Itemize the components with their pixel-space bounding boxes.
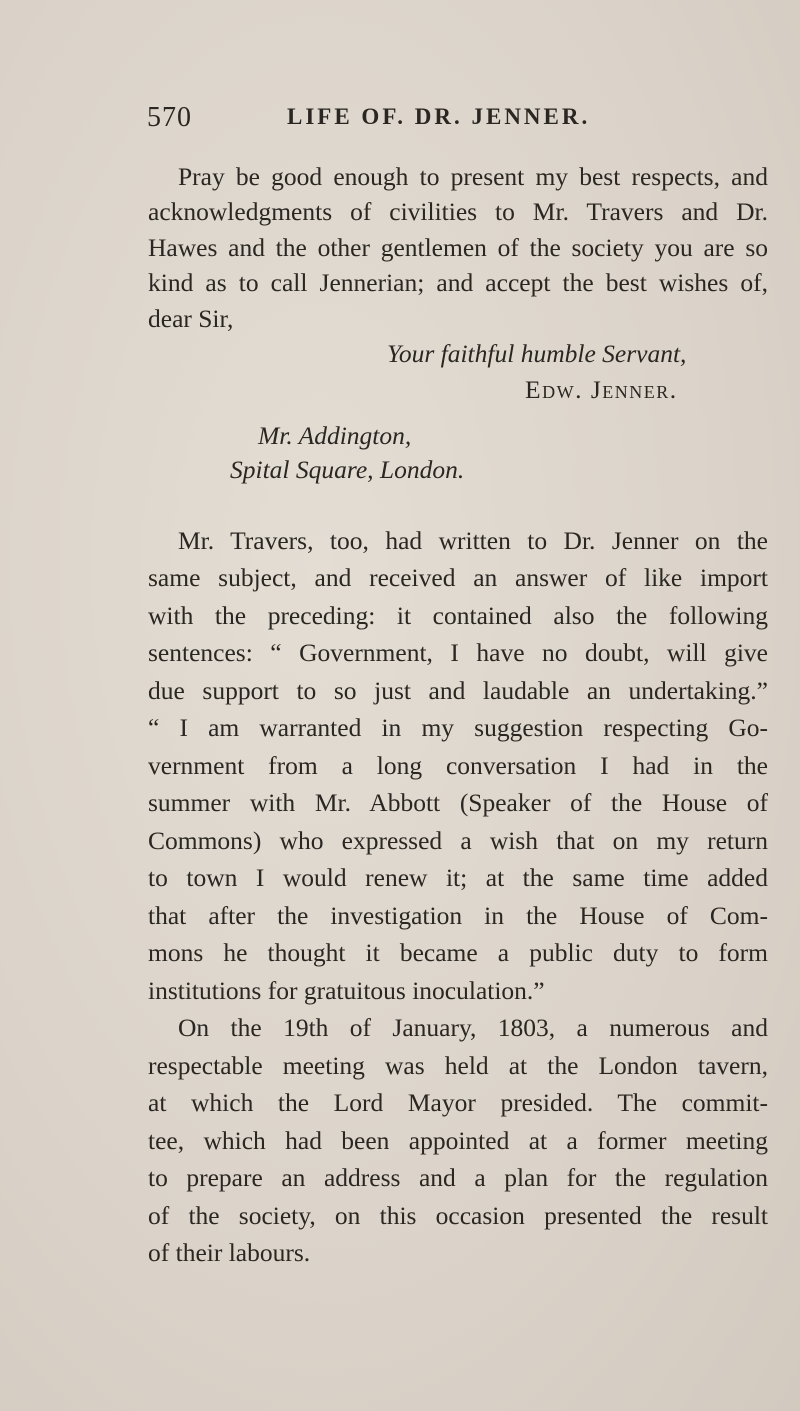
- text-line: with the preceding: it contained also the following: [148, 601, 768, 630]
- letter-signature: Edw. Jenner.: [525, 375, 678, 404]
- text-line: due support to so just and laudable an undertaking.”: [148, 676, 768, 705]
- text-line: at which the Lord Mayor presided. The commit-: [148, 1088, 768, 1117]
- page-header: [147, 102, 707, 142]
- text-line: Commons) who expressed a wish that on my return: [148, 826, 768, 855]
- text-line: Mr. Travers, too, had written to Dr. Jenner on the: [178, 526, 768, 555]
- letter-closing: Your faithful humble Servant,: [387, 339, 687, 368]
- addressee-name: Mr. Addington,: [258, 421, 412, 450]
- letter-line: kind as to call Jennerian; and accept the best wishes of,: [148, 268, 768, 297]
- text-line: respectable meeting was held at the London tavern,: [148, 1051, 768, 1080]
- running-head: LIFE OF. DR. JENNER.: [287, 104, 591, 129]
- text-line: that after the investigation in the House of Com-: [148, 901, 768, 930]
- text-line: vernment from a long conversation I had in the: [148, 751, 768, 780]
- text-line: of their labours.: [148, 1238, 311, 1267]
- text-line: institutions for gratuitous inoculation.”: [148, 976, 545, 1005]
- text-line: tee, which had been appointed at a former meeting: [148, 1126, 768, 1155]
- letter-line: acknowledgments of civilities to Mr. Travers and Dr.: [148, 197, 768, 226]
- text-line: “ I am warranted in my suggestion respecting Go-: [148, 713, 768, 742]
- addressee-place: Spital Square, London.: [230, 455, 465, 484]
- text-line: same subject, and received an answer of like import: [148, 563, 768, 592]
- text-line: summer with Mr. Abbott (Speaker of the House of: [148, 788, 768, 817]
- text-line: mons he thought it became a public duty to form: [148, 938, 768, 967]
- letter-line: Pray be good enough to present my best respects, and: [178, 162, 768, 191]
- text-line: On the 19th of January, 1803, a numerous and: [178, 1013, 768, 1042]
- letter-line: dear Sir,: [148, 304, 234, 333]
- text-line: sentences: “ Government, I have no doubt, will give: [148, 638, 768, 667]
- text-line: to prepare an address and a plan for the regulation: [148, 1163, 768, 1192]
- text-line: to town I would renew it; at the same time added: [148, 863, 768, 892]
- text-line: of the society, on this occasion presented the result: [148, 1201, 768, 1230]
- page-number: 570: [147, 102, 192, 133]
- letter-line: Hawes and the other gentlemen of the society you are so: [148, 233, 768, 262]
